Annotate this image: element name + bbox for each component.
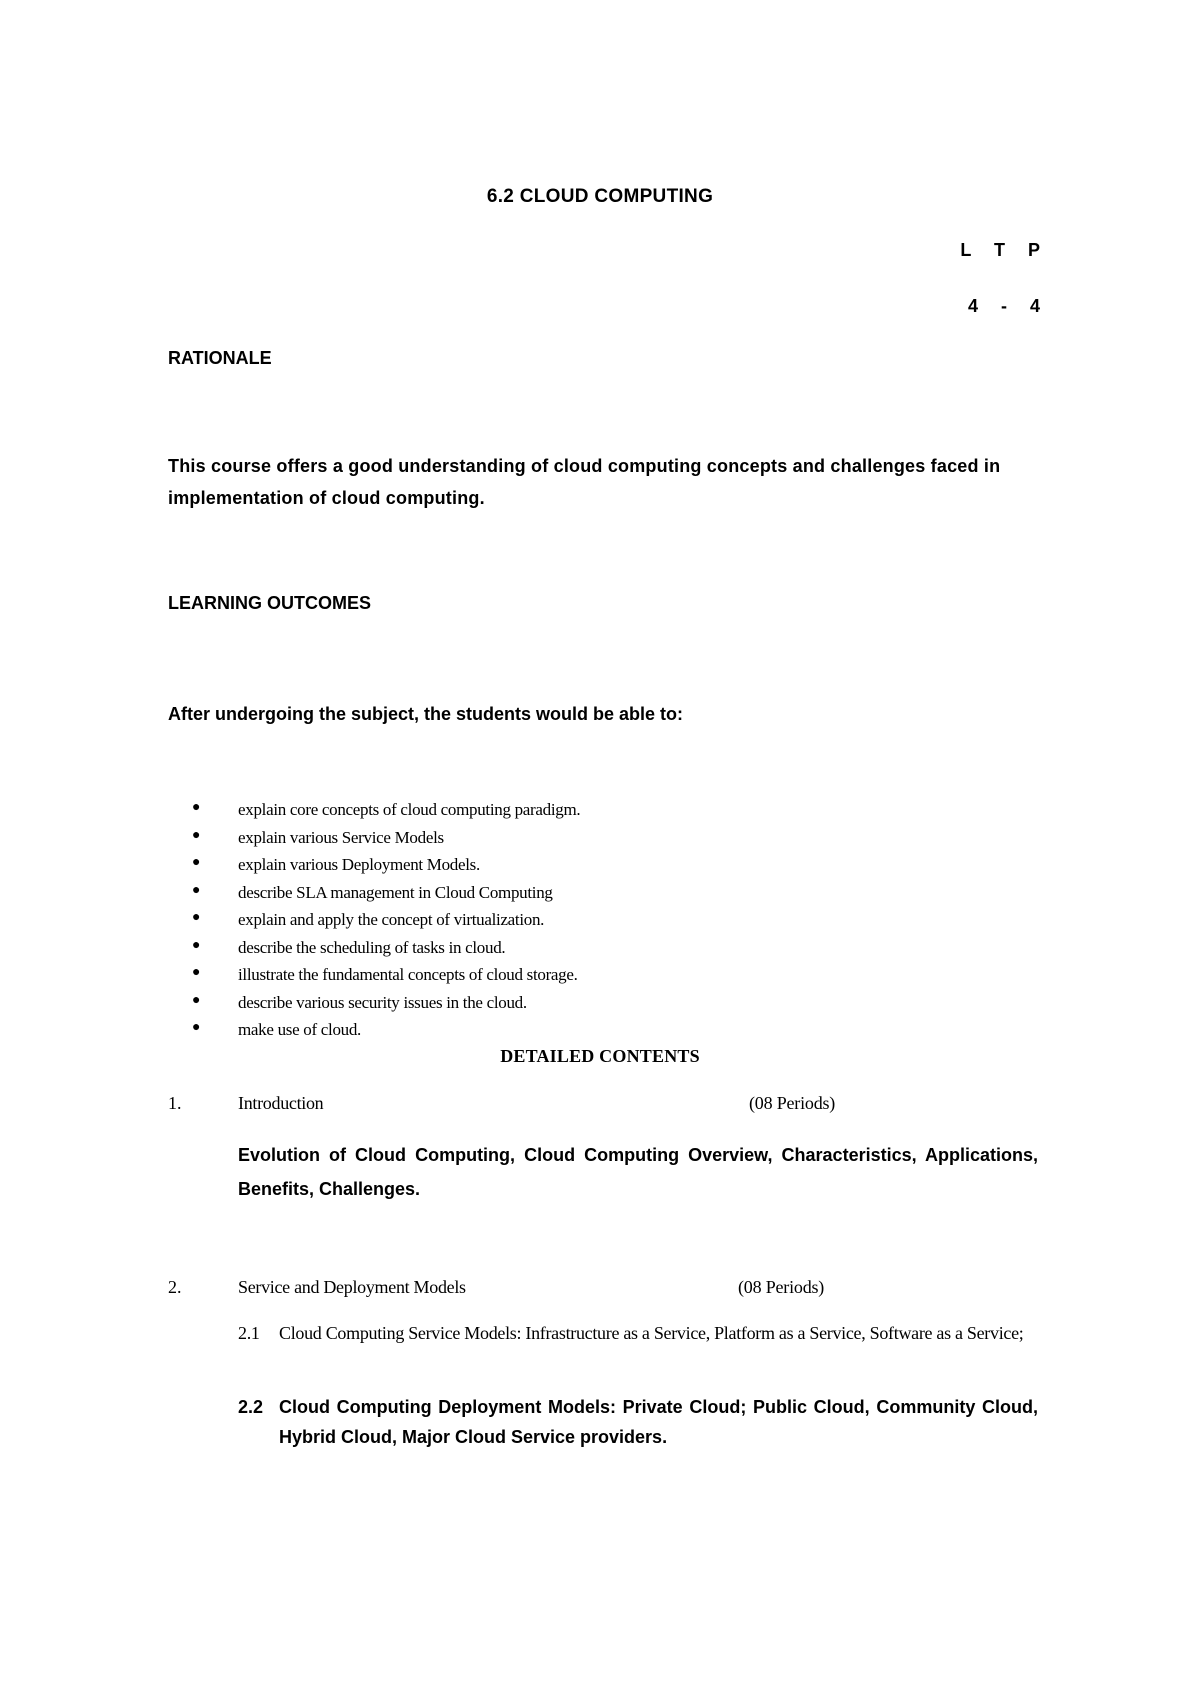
course-title: 6.2 CLOUD COMPUTING xyxy=(486,186,714,207)
bullet-icon: ● xyxy=(192,992,201,1008)
rationale-text: This course offers a good understanding of cloud computing concepts and challenges faced in implementation of cloud computing. xyxy=(168,456,1001,508)
bullet-icon: ● xyxy=(192,1020,201,1035)
bullet-icon: ● xyxy=(192,937,201,953)
learning-outcomes-intro: After undergoing the subject, the students would be able to: xyxy=(168,704,684,724)
list-item: ● explain various Deployment Models. xyxy=(192,855,480,874)
learning-outcomes-heading: LEARNING OUTCOMES xyxy=(168,593,372,613)
list-item: ● describe SLA management in Cloud Computing xyxy=(192,882,553,902)
unit-2-number: 2. xyxy=(168,1277,182,1297)
rationale-heading: RATIONALE xyxy=(168,348,272,368)
bullet-icon: ● xyxy=(192,827,201,843)
list-item: ● illustrate the fundamental concepts of cloud storage. xyxy=(192,965,578,984)
bullet-icon: ● xyxy=(192,965,201,980)
list-item: ● explain core concepts of cloud computing paradigm. xyxy=(192,800,581,819)
ltp-labels: L T P xyxy=(960,240,1040,260)
bullet-icon: ● xyxy=(192,855,201,870)
bullet-icon: ● xyxy=(192,910,201,925)
list-item: ● explain and apply the concept of virtualization. xyxy=(192,910,545,929)
list-item: ● describe the scheduling of tasks in cloud. xyxy=(192,937,506,957)
list-item: ● explain various Service Models xyxy=(192,827,444,847)
subsection-text: Cloud Computing Deployment Models: Private Cloud; Public Cloud, Community Cloud, Hybrid Cloud, Major Cloud Service providers. xyxy=(279,1397,1038,1447)
unit-1-number: 1. xyxy=(168,1093,182,1113)
unit-2-name: Service and Deployment Models xyxy=(238,1277,466,1297)
bullet-icon: ● xyxy=(192,882,201,898)
unit-2-periods: (08 Periods) xyxy=(738,1277,825,1297)
subsection-number: 2.1 xyxy=(238,1323,260,1343)
subsection-text: Cloud Computing Service Models: Infrastructure as a Service, Platform as a Service, Software as a Service; xyxy=(279,1323,1024,1343)
subsection-number: 2.2 xyxy=(238,1397,264,1417)
list-item: ● make use of cloud. xyxy=(192,1020,362,1039)
learning-outcomes-list xyxy=(190,800,580,1048)
unit-1-body: Evolution of Cloud Computing, Cloud Computing Overview, Characteristics, Applications, Benefits, Challenges. xyxy=(238,1145,1038,1199)
ltp-values: 4 - 4 xyxy=(967,296,1040,316)
unit-1-name: Introduction xyxy=(238,1093,324,1113)
detailed-contents-heading: DETAILED CONTENTS xyxy=(500,1046,700,1066)
list-item: ● describe various security issues in the cloud. xyxy=(192,992,527,1012)
bullet-icon: ● xyxy=(192,800,201,815)
unit-1-periods: (08 Periods) xyxy=(749,1093,836,1113)
